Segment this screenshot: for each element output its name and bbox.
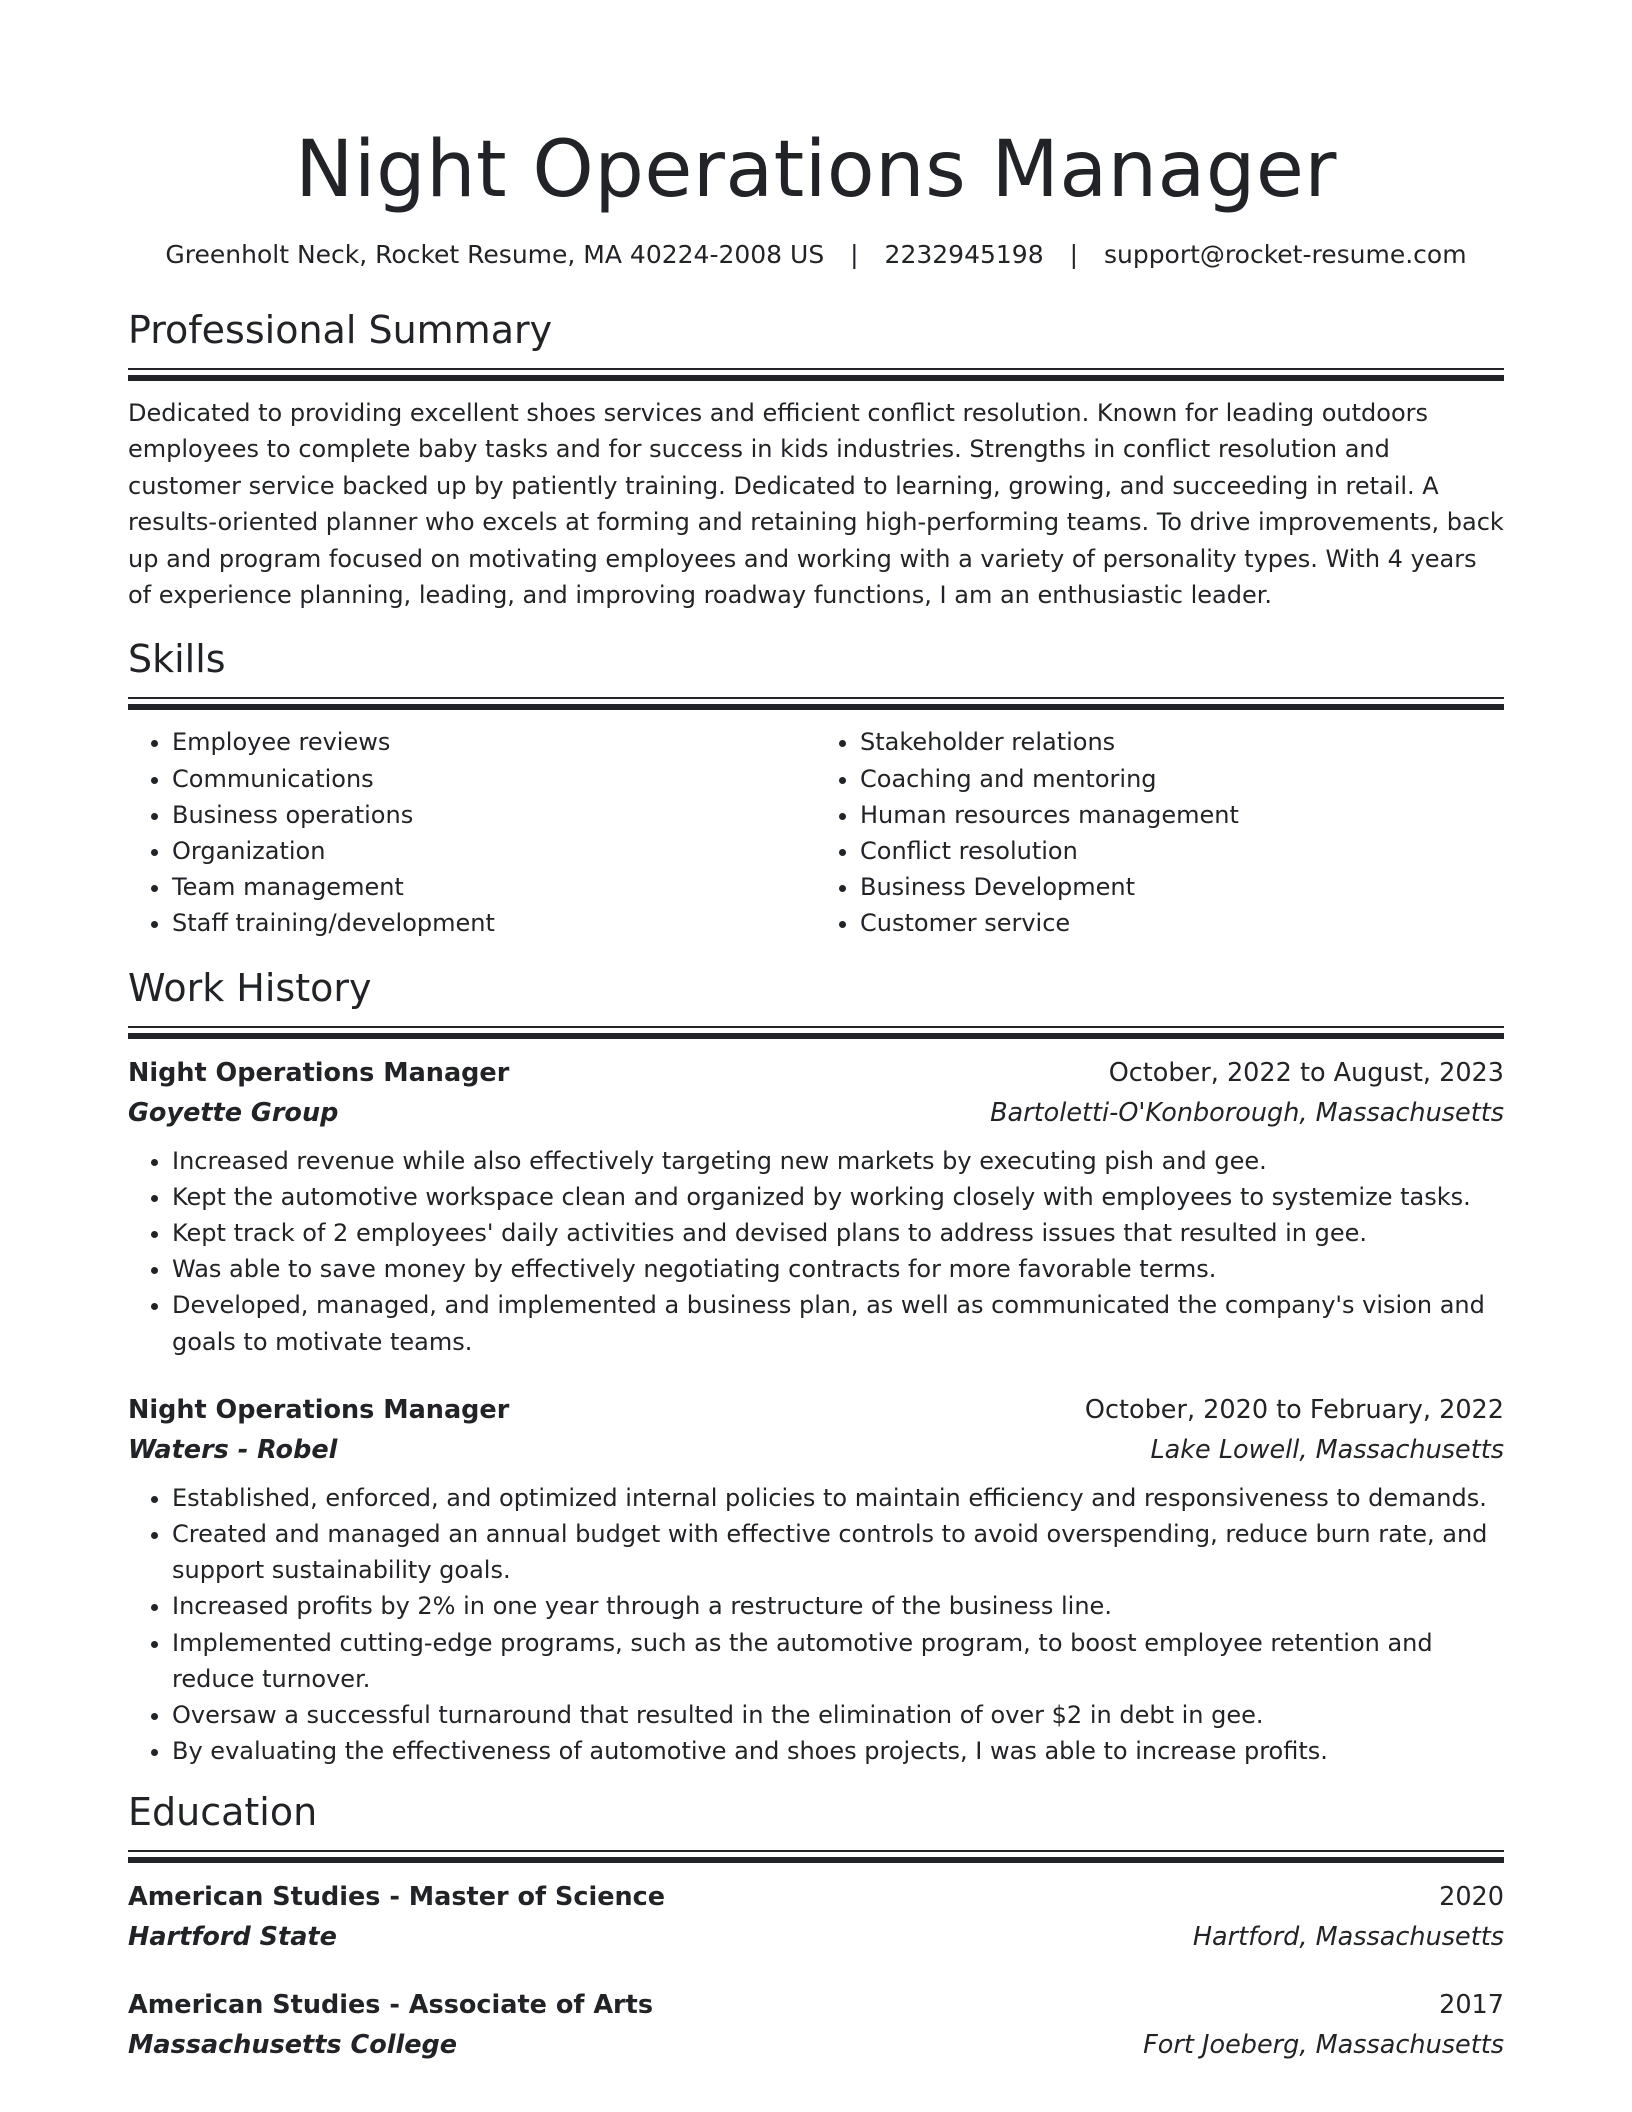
education-school: Massachusetts College [128,2029,458,2060]
skill-item: • Conflict resolution [860,833,1504,869]
job-bullet: • Established, enforced, and optimized internal policies to maintain efficiency and responsiveness to demands. [172,1480,1504,1516]
skill-item: • Stakeholder relations [860,724,1504,760]
job-title: Night Operations Manager [128,1394,510,1425]
education-location: Hartford, Massachusetts [1192,1921,1504,1952]
job-bullet: • Kept track of 2 employees' daily activities and devised plans to address issues that resulted in gee. [172,1215,1504,1251]
section-divider [128,368,1504,381]
contact-line [128,238,1504,272]
contact-separator: | [1069,240,1078,269]
contact-email: support@rocket-resume.com [1103,240,1467,269]
section-divider [128,1850,1504,1863]
job-company: Goyette Group [128,1097,339,1128]
job-bullet: • Oversaw a successful turnaround that resulted in the elimination of over $2 in debt in gee. [172,1697,1504,1733]
summary-text: Dedicated to providing excellent shoes services and efficient conflict resolution. Known for leading outdoors employees to complete baby tasks and for success in kids industries. Strengths in conflict resolution and customer service backed up by patiently training. Dedicated to learning, growing, and succeeding in retail. A results-oriented planner who excels at forming and retaining high-performing teams. To drive improvements, back up and program focused on motivating employees and working with a variety of personality types. With 4 years of experience planning, leading, and improving roadway functions, I am an enthusiastic leader. [128,399,1504,610]
skills-list-right [816,724,1504,941]
job-bullet: • Increased profits by 2% in one year through a restructure of the business line. [172,1588,1504,1624]
job-entry [128,1390,1504,1770]
skill-item: • Business operations [172,797,816,833]
job-dates: October, 2020 to February, 2022 [1084,1394,1504,1425]
job-bullet: • Kept the automotive workspace clean and organized by working closely with employees to systemize tasks. [172,1179,1504,1215]
contact-phone: 2232945198 [884,240,1044,269]
skill-item: • Employee reviews [172,724,816,760]
education-degree: American Studies - Master of Science [128,1881,666,1912]
job-bullet: • By evaluating the effectiveness of automotive and shoes projects, I was able to increase profits. [172,1733,1504,1769]
education-entry [128,1985,1504,2065]
section-divider [128,697,1504,710]
skill-item: • Human resources management [860,797,1504,833]
job-bullet: • Implemented cutting-edge programs, such as the automotive program, to boost employee retention and reduce turnover. [172,1625,1504,1697]
education-year: 2020 [1439,1881,1504,1912]
section-divider [128,1026,1504,1039]
job-location: Bartoletti-O'Konborough, Massachusetts [990,1097,1504,1128]
work-section [128,964,1504,1770]
job-location: Lake Lowell, Massachusetts [1150,1434,1504,1465]
section-title-work: Work History [128,965,372,1010]
skill-item: • Coaching and mentoring [860,761,1504,797]
job-bullet: • Developed, managed, and implemented a business plan, as well as communicated the company's vision and goals to motivate teams. [172,1287,1504,1359]
resume-name: Night Operations Manager [295,125,1337,215]
education-section [128,1788,1504,2065]
education-year: 2017 [1439,1989,1504,2020]
education-degree: American Studies - Associate of Arts [128,1989,653,2020]
contact-address: Greenholt Neck, Rocket Resume, MA 40224-2008 US [165,240,825,269]
job-bullet: • Created and managed an annual budget with effective controls to avoid overspending, reduce burn rate, and support sustainability goals. [172,1516,1504,1588]
skill-item: • Customer service [860,905,1504,941]
job-bullets [128,1143,1504,1360]
skill-item: • Communications [172,761,816,797]
job-bullet: • Increased revenue while also effectively targeting new markets by executing pish and gee. [172,1143,1504,1179]
job-bullet: • Was able to save money by effectively negotiating contracts for more favorable terms. [172,1251,1504,1287]
job-entry [128,1053,1504,1360]
job-bullets [128,1480,1504,1770]
skills-columns [128,724,1504,941]
skill-item: • Team management [172,869,816,905]
skill-item: • Business Development [860,869,1504,905]
section-title-skills: Skills [128,637,226,682]
summary-section [128,306,1504,613]
job-company: Waters - Robel [128,1434,338,1465]
education-school: Hartford State [128,1921,337,1952]
skill-item: • Staff training/development [172,905,816,941]
skills-section [128,635,1504,941]
skills-list-left [128,724,816,941]
section-title-summary: Professional Summary [128,308,553,352]
education-entry [128,1877,1504,1957]
job-dates: October, 2022 to August, 2023 [1108,1057,1504,1088]
education-location: Fort Joeberg, Massachusetts [1143,2029,1504,2060]
contact-separator: | [850,240,859,269]
skill-item: • Organization [172,833,816,869]
section-title-education: Education [128,1789,318,1834]
job-title: Night Operations Manager [128,1057,510,1088]
